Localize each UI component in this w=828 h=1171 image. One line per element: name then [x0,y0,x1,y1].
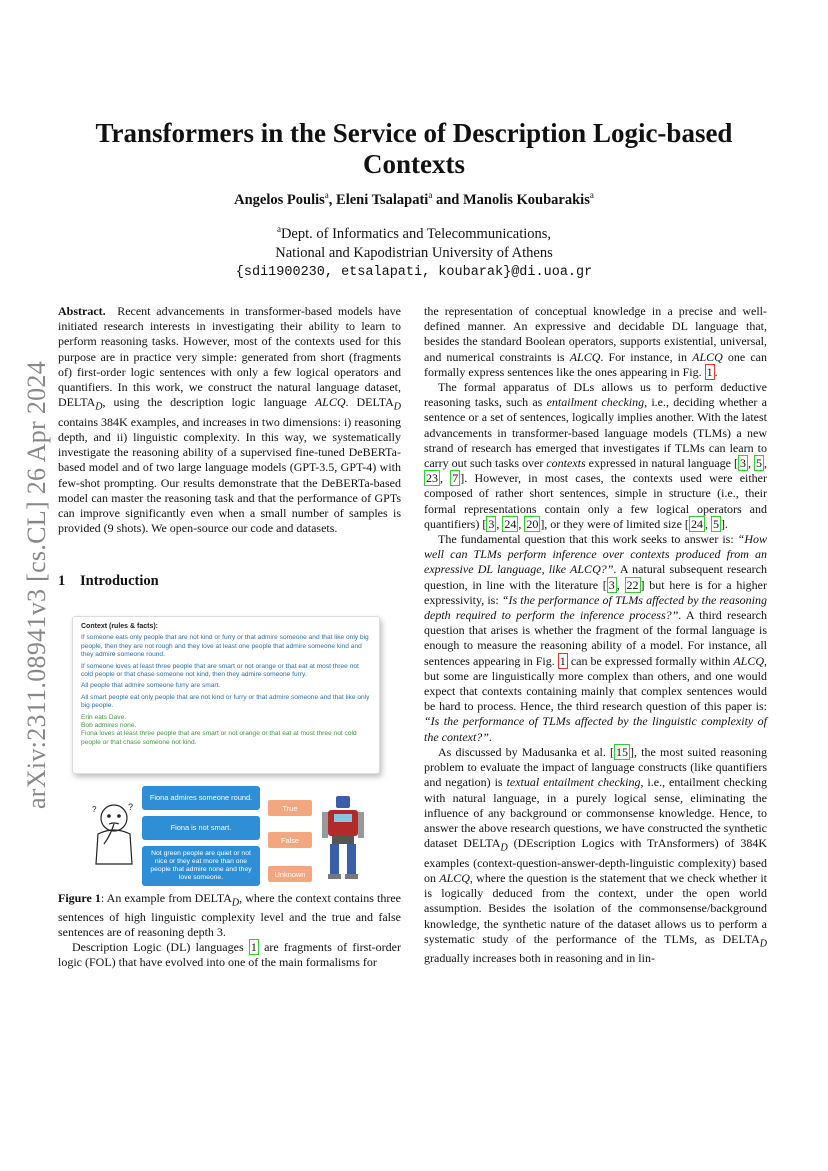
authors: Angelos Poulis$^a$, Eleni Tsalapati$^a$ and Manolis Koubarakis$^a$ [234,190,594,208]
section-heading [58,573,159,590]
rule-2: If someone loves at least three people that are smart or not orange or that eat at most three not cold people or that chase someone not kind, then they admire someone furry. [81,662,359,679]
fact-2: Bob admires none. [81,722,137,730]
caption-text: : An example from $DELTA_D$, where the context contains three sentences of high linguistic complexity level and the true and false sentences are of reasoning depth 3. [58,891,401,940]
thinking-person-icon [90,800,138,872]
fact-1: Erin eats Dave. [81,713,127,721]
paragraph-3: The fundamental question that this work seeks to answer is: “How well can TLMs perform inference over contexts produced from an expressive DL language, like ALCQ?”. A natural subsequent research question, in line with the literature [ 3 , 22 ] but here is for a higher expressivity, is: “Is the performance of TLMs affected by the reasoning depth required to perform the inference process?”. A third research question that arises is whether the fragment of the formal language is enough to measure the reasoning ability of a model. For instance, all sentences appearing in Fig. 1 can be expressed formally within ALCQ, but some are linguistically more complex than others, and one would expect that contexts containing mainly that complex sentences would be hard to process. Hence, the third research question of this paper is: “Is the performance of TLMs affected by the linguistic complexity of the context?”. [424,532,767,744]
answer-unknown: Unknown [268,866,312,882]
robot-icon [320,794,366,880]
paragraph-2: The formal apparatus of DLs allows us to perform deductive reasoning tasks, such as entailment checking, i.e., deciding whether a sentence or a set of sentences, logically implies another. With the latest advancements in transformer-based language models (TLMs) a new strand of research has emerged that investigates if TLMs can learn to carry out such tasks over contexts expressed in natural language [ 3 , 5 , 23 , 7 ]. However, in most cases, the contexts used were either composed of rather short sentences, simple in structure (i.e., their formal representations contain only a few logical operators and quantifiers) [ 3 , 24 , 20 ], or they were of limited size [ 24 , 5 ]. [424,380,768,531]
title-line-1: Transformers in the Service of Description Logic-based [95,118,733,148]
author-emails: {sdi1900230, etsalapati, koubarak}@di.uoa.gr [235,264,593,280]
paper-title [40,118,788,180]
svg-text:?: ? [128,802,134,812]
paragraph-4: As discussed by Madusanka et al. [ 15 ], the most suited reasoning problem to evaluate the impact of language constructs (like quantifiers and negation) is textual entailment checking, i.e., entailment checking with natural language, in a purely logical sense, eliminating the influence of any background or commonsense knowledge. Hence, to answer the above research questions, we have constructed the synthetic dataset $DELTA_D$ (DEscription Logics with TrAnsformers) of 384K examples (context-question-answer-depth-linguistic complexity) based on ALCQ, where the question is the statement that we check whether it is logically deduced from the context, under the open world assumption. Besides the isolation of the commonsense/background knowledge, the synthetic nature of the dataset allows us to perform a systematic study of the performance of the TLMs, as $DELTA_D$ gradually increases both in reasoning and in lin- [424,744,768,966]
paragraph-1: the representation of conceptual knowledge in a precise and well-defined manner. An expressive and decidable DL language that, besides the standard Boolean operators, supports existential, universal, and numerical constraints is ALCQ. For instance, in ALCQ one can formally express sentences like the ones appearing in Fig. 1 . [424,304,767,379]
figure-link[interactable]: 1 [706,364,713,379]
svg-text:?: ? [92,805,97,814]
context-title: Context (rules & facts): [81,623,159,630]
affiliation-line-1: $^a$Dept. of Informatics and Telecommunications, [276,224,552,242]
affiliation-line-2: National and Kapodistrian University of Athens [275,244,553,261]
question-bubble-2: Fiona is not smart. [142,816,260,840]
title-line-2: Contexts [363,149,465,179]
citation-link[interactable]: 1 [250,940,257,954]
abstract-text: Recent advancements in transformer-based models have initiated research interests in investigating their ability to learn to perform reasoning tasks. However, most of the contexts used for this purpose are in practice very simple: generated from short (fragments of) first-order logic sentences with only a few logical operators and quantifiers. In this work, we construct the natural language dataset, $DELTA_D$, using the description logic language ALCQ. $DELTA_D$ contains 384K examples, and increases in two dimensions: i) reasoning depth, and ii) linguistic complexity. In this way, we systematically investigate the reasoning ability of a supervised fine-tuned DeBERTa-based model and of two large language models (GPT-3.5, GPT-4) with few-shot prompting. Our results demonstrate that the DeBERTa-based model can master the reasoning task and that the performance of GPTs can improve significantly even when a small number of samples is provided (9 shots). We open-source our code and datasets. [58,304,401,536]
rule-1: If someone eats only people that are not kind or furry or that admire someone and that like only big people, then they are not rough and they love at least one people that admire someone kind and they admire someone round. [81,634,369,659]
intro-paragraph-left: Description Logic (DL) languages 1 are fragments of first-order logic (FOL) that have evolved into one of the main formalisms for [58,940,401,970]
rule-4: All smart people eat only people that are not kind or furry or that admire someone and that like only big people. [81,693,370,710]
context-box [72,616,380,774]
arxiv-identifier: arXiv:2311.08941v3 [cs.CL] 26 Apr 2024 [22,360,51,810]
question-bubble-1: Fiona admires someone round. [142,786,260,810]
section-title: Introduction [80,573,159,589]
question-bubble-3: Not green people are quiet or not nice or they eat more than one people that admire none and they love someone. [142,846,260,886]
figure-1 [72,616,384,888]
fact-3: Fiona loves at least three people that are smart or not orange or that eat at most three not cold people or that chase someone not kind. [81,730,357,746]
affiliation [40,220,788,282]
figure-caption [58,891,401,940]
abstract [58,304,401,536]
intro-right-column [424,304,767,967]
facts [81,714,371,748]
abstract-label: Abstract. [58,304,106,318]
caption-label: Figure 1 [58,891,101,905]
answer-false: False [268,832,312,848]
rule-3: All people that admire someone furry are smart. [81,682,221,690]
answer-true: True [268,800,312,816]
section-number: 1 [58,573,66,589]
